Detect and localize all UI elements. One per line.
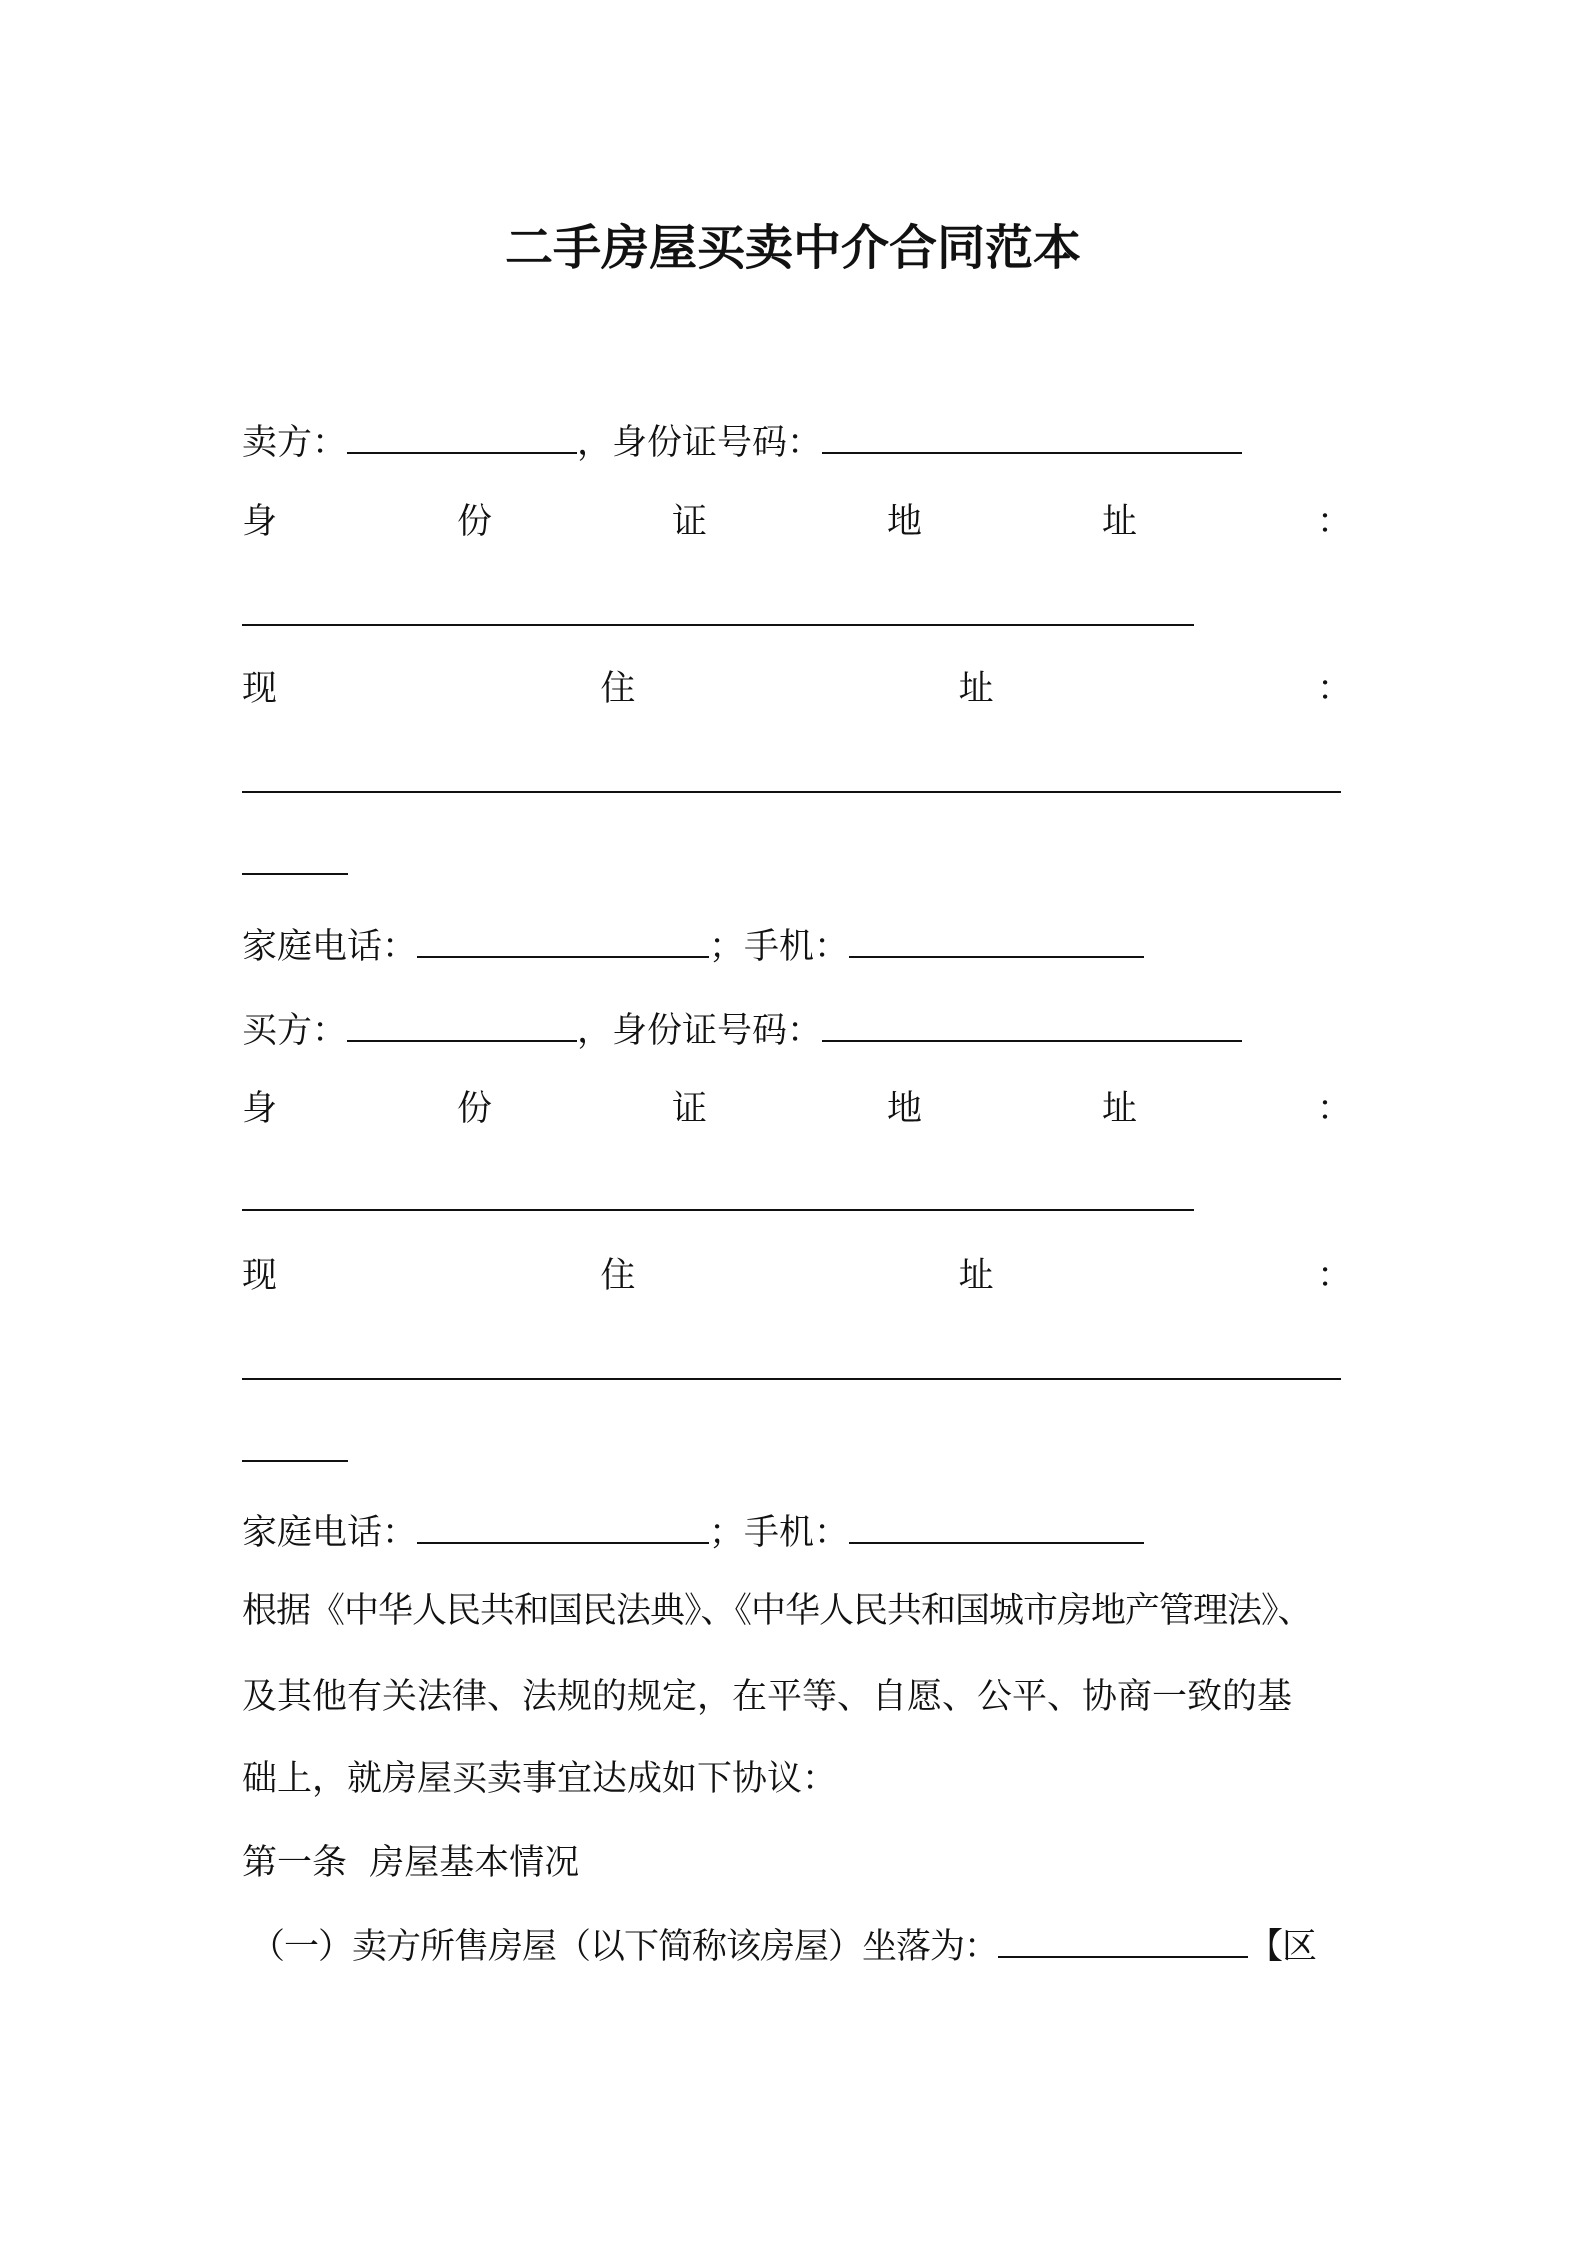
char: 住 — [600, 1256, 636, 1296]
buyer-line — [242, 1009, 1242, 1053]
char: 住 — [600, 669, 636, 709]
seller-current-address-label — [242, 667, 1352, 711]
char: 身 — [242, 1089, 278, 1129]
seller-line — [242, 421, 1242, 465]
buyer-current-address-blank-cont — [242, 1460, 348, 1462]
seller-id-address-blank — [242, 624, 1194, 626]
comma: ， — [577, 423, 613, 463]
mobile-label: 手机： — [744, 1513, 850, 1553]
article-1-heading: 第一条 房屋基本情况 — [242, 1843, 580, 1883]
body-paragraph-line: 础上，就房屋买卖事宜达成如下协议： — [242, 1759, 838, 1799]
semicolon: ； — [709, 927, 745, 967]
char: 现 — [242, 669, 278, 709]
item-text-suffix: 【区 — [1248, 1927, 1317, 1967]
comma: ， — [577, 1011, 613, 1051]
buyer-id-address-blank — [242, 1209, 1194, 1211]
buyer-current-address-blank — [242, 1378, 1341, 1380]
home-phone-blank — [417, 926, 709, 958]
mobile-label: 手机： — [744, 927, 850, 967]
buyer-name-blank — [347, 1010, 577, 1042]
char: 址 — [1101, 502, 1137, 542]
char: 址 — [958, 669, 994, 709]
body-paragraph-line: 及其他有关法律、法规的规定，在平等、自愿、公平、协商一致的基 — [242, 1677, 1293, 1717]
seller-current-address-blank-cont — [242, 873, 348, 875]
buyer-id-blank — [822, 1010, 1242, 1042]
home-phone-label: 家庭电话： — [242, 1513, 418, 1553]
home-phone-label: 家庭电话： — [242, 927, 418, 967]
buyer-id-address-label — [242, 1087, 1352, 1131]
char: 地 — [886, 502, 922, 542]
char: 址 — [1101, 1089, 1137, 1129]
char: ： — [1316, 502, 1352, 542]
seller-phone-line — [242, 925, 1144, 969]
char: ： — [1316, 669, 1352, 709]
char: 证 — [671, 502, 707, 542]
document-title: 二手房屋买卖中介合同范本 — [504, 220, 1081, 276]
location-blank — [998, 1926, 1248, 1958]
seller-name-blank — [347, 422, 577, 454]
seller-current-address-blank — [242, 791, 1341, 793]
char: ： — [1316, 1089, 1352, 1129]
char: 身 — [242, 502, 278, 542]
buyer-current-address-label — [242, 1254, 1352, 1298]
buyer-id-label: 身份证号码： — [612, 1011, 823, 1051]
char: 份 — [456, 502, 492, 542]
seller-id-label: 身份证号码： — [612, 423, 823, 463]
char: 址 — [958, 1256, 994, 1296]
body-paragraph-line: 根据《中华人民共和国民法典》、《中华人民共和国城市房地产管理法》、 — [242, 1591, 1312, 1631]
home-phone-blank — [417, 1512, 709, 1544]
char: 现 — [242, 1256, 278, 1296]
item-text: （一）卖方所售房屋（以下简称该房屋）坐落为： — [250, 1927, 999, 1967]
mobile-blank — [849, 1512, 1144, 1544]
char: ： — [1316, 1256, 1352, 1296]
seller-label: 卖方： — [242, 423, 348, 463]
mobile-blank — [849, 926, 1144, 958]
semicolon: ； — [709, 1513, 745, 1553]
buyer-phone-line — [242, 1511, 1144, 1555]
char: 地 — [886, 1089, 922, 1129]
seller-id-blank — [822, 422, 1242, 454]
char: 份 — [456, 1089, 492, 1129]
seller-id-address-label — [242, 500, 1352, 544]
buyer-label: 买方： — [242, 1011, 348, 1051]
article-1-item-1 — [250, 1925, 1316, 1969]
char: 证 — [671, 1089, 707, 1129]
